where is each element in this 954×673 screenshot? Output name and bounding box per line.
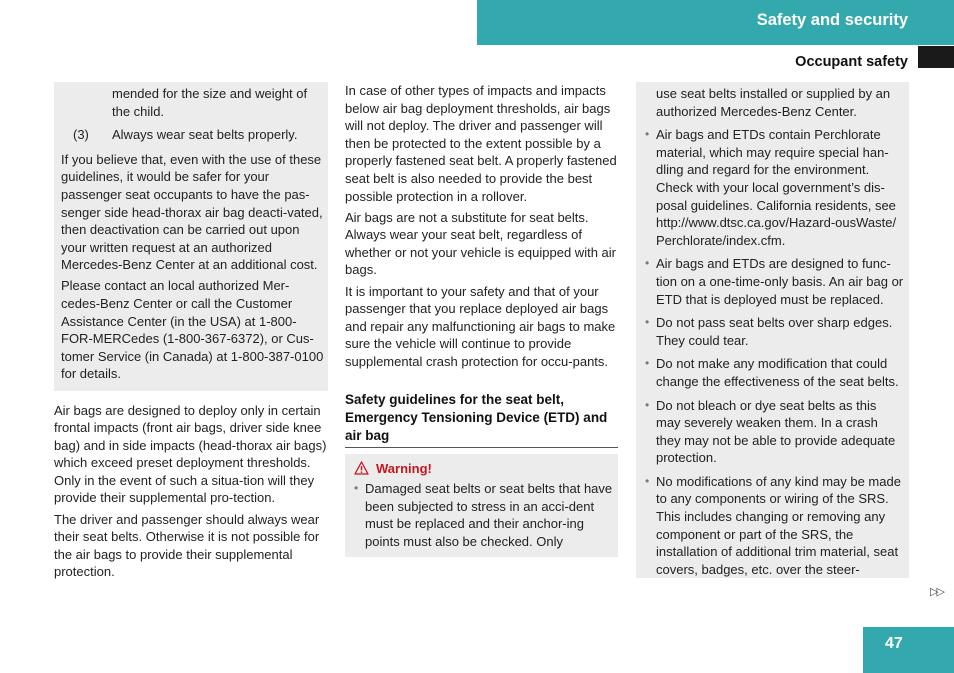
list-item-text: Always wear seat belts properly.: [112, 127, 298, 143]
body-paragraph: In case of other types of impacts and impacts below air bag deployment thresholds, air bags will not deploy. The driver and passenger will then be protected to the extent possible by a properly fastened seat belt. A properly fastened seat belt is also needed to provide the best possible protection in a rollover.: [345, 83, 617, 204]
bullet-dot: •: [645, 356, 650, 371]
continuation-text: use seat belts installed or supplied by an authorized Mercedes-Benz Center.: [656, 86, 891, 119]
column-right: [636, 82, 909, 578]
box-continuation-text: mended for the size and weight of the child.: [112, 86, 308, 119]
warning-bullet: [354, 480, 613, 550]
body-paragraph: The driver and passenger should always wear their seat belts. Otherwise it is not possible for the air bags to provide their supplemental protection.: [54, 511, 320, 580]
body-paragraph: Air bags are not a substitute for seat belts. Always wear your seat belt, regardless of whether or not your vehicle is equipped with air bags.: [345, 209, 616, 278]
warning-bullet-text: Air bags and ETDs contain Perchlorate material, which may require special han-dling and regard for the environment. Check with your local government’s dis-posal guidelines. California residents, see http://www.dtsc.ca.gov/Hazard-ousWaste/ Perchlorate/index.cfm.: [656, 127, 897, 248]
section-heading: Safety guidelines for the seat belt, Emergency Tensioning Device (ETD) and air bag: [345, 391, 618, 448]
column-middle: [345, 82, 618, 557]
page-number-tab: [863, 627, 954, 673]
subsection-title: Occupant safety: [795, 54, 908, 70]
warning-box: [345, 454, 618, 558]
warning-bullet-text: Do not pass seat belts over sharp edges. They could tear.: [656, 315, 893, 348]
section-marker-tab: [918, 46, 954, 68]
warning-bullet: [645, 314, 904, 349]
section-title: Safety and security: [756, 11, 908, 29]
warning-bullet: [645, 255, 904, 308]
bullet-dot: •: [645, 315, 650, 330]
page-number: 47: [885, 635, 903, 652]
warning-bullet: [645, 397, 904, 467]
warning-bullet-text: Damaged seat belts or seat belts that have been subjected to stress in an acci-dent must be replaced and their anchor-ing points must also be checked. Only: [365, 481, 613, 549]
info-box: [54, 82, 328, 391]
bullet-dot: •: [645, 127, 650, 142]
warning-bullet-text: Do not make any modification that could change the effectiveness of the seat belts.: [656, 356, 899, 389]
warning-title: Warning!: [376, 460, 432, 476]
warning-triangle-icon: [354, 461, 369, 475]
warning-bullet: [645, 126, 904, 249]
box-paragraph: Please contact an local authorized Mer-cedes-Benz Center or call the Customer Assistance Center (in the USA) at 1-800-FOR-MERCedes (1-800-367-6372), or Cus-tomer Service (in Canada) at 1-800-387-0100 for details.: [61, 278, 324, 382]
warning-bullet: [645, 473, 904, 579]
list-item: [61, 126, 324, 144]
bullet-dot: •: [645, 473, 650, 488]
box-paragraph: If you believe that, even with the use of these guidelines, it would be safer for your passenger seat occupants to have the pas-senger side head-thorax air bag deacti-vated, then deactivation can be carried out upon your written request at an authorized Mercedes-Benz Center at an additional cost.: [61, 151, 323, 273]
section-header-bar: [477, 0, 954, 45]
warning-bullet-text: No modifications of any kind may be made to any components or wiring of the SRS. This includes changing or removing any component or part of the SRS, the installation of additional trim material, seat covers, badges, etc. over the steer-: [656, 473, 901, 577]
warning-bullet-text: Air bags and ETDs are designed to func-tion on a one-time-only basis. An air bag or ETD that is deployed must be replaced.: [656, 256, 904, 307]
body-paragraph: Air bags are designed to deploy only in certain frontal impacts (front air bags, driver side knee bag) and in side impacts (head-thorax air bags) which exceed preset deployment thresholds. Only in the event of such a situa-tion will they provide their supplemental pro-tection.: [54, 402, 327, 506]
bullet-dot: •: [354, 481, 359, 496]
warning-header: [354, 460, 613, 478]
list-item-number: (3): [73, 127, 89, 143]
column-left: [54, 82, 328, 584]
bullet-dot: •: [645, 397, 650, 412]
body-paragraph: It is important to your safety and that of your passenger that you replace deployed air bags and repair any malfunctioning air bags to make sure the vehicle will continue to provide supplemental crash protection for occu-pants.: [345, 283, 616, 369]
warning-box-continued: [636, 82, 909, 578]
continue-arrow-icon: ▷▷: [930, 586, 943, 598]
warning-bullet-text: Do not bleach or dye seat belts as this may severely weaken them. In a crash they may not be able to provide adequate protection.: [656, 397, 896, 466]
warning-bullet: [645, 355, 904, 390]
bullet-dot: •: [645, 256, 650, 271]
